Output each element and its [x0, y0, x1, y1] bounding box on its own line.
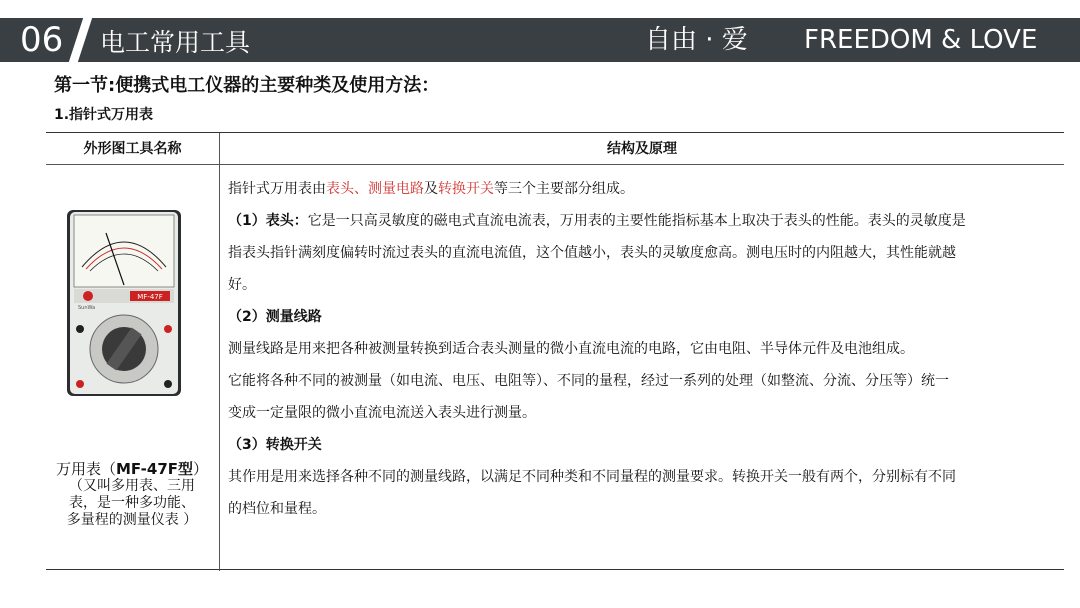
brand-label: SunWa [78, 305, 96, 311]
principle-content [228, 173, 1058, 525]
column-header-principle: 结构及原理 [607, 141, 677, 157]
device-name-suffix: ） [193, 460, 209, 478]
column-divider [219, 133, 220, 571]
multimeter-image [66, 209, 182, 397]
intro-text: 及 [424, 181, 438, 197]
section-title: 第一节:便携式电工仪器的主要种类及使用方法： [54, 75, 440, 96]
table-header-row [46, 133, 1064, 165]
intro-highlight-switch: 转换开关 [438, 181, 494, 197]
meter-head-line: 好。 [228, 277, 256, 293]
meter-head-text: 它是一只高灵敏度的磁电式直流电流表，万用表的主要性能指标基本上取决于表头的性能。表头的灵敏度是 [307, 213, 966, 229]
switch-heading: （3）转换开关 [228, 437, 322, 453]
model-badge: MF-47F [137, 293, 163, 301]
intro-highlight-meter-head: 表头、测量电路 [326, 181, 424, 197]
meter-head-line [228, 205, 1058, 237]
circuit-line: 它能将各种不同的被测量（如电流、电压、电阻等）、不同的量程，经过一系列的处理（如整流、分流、分压等）统一 [228, 373, 949, 389]
switch-line: 其作用是用来选择各种不同的测量线路，以满足不同种类和不同量程的测量要求。转换开关一般有两个，分别标有不同 [228, 469, 956, 485]
circuit-line: 测量线路是用来把各种被测量转换到适合表头测量的微小直流电流的电路，它由电阻、半导体元件及电池组成。 [228, 341, 914, 357]
intro-text: 等三个主要部分组成。 [494, 181, 634, 197]
device-name-prefix: 万用表（ [55, 460, 116, 478]
motto-english: FREEDOM & LOVE [804, 25, 1038, 55]
switch-line: 的档位和量程。 [228, 501, 326, 517]
device-desc-line: 表，是一种多功能、 [69, 495, 195, 511]
chapter-title: 电工常用工具 [100, 28, 251, 57]
meter-head-line: 指表头指针满刻度偏转时流过表头的直流电流值，这个值越小，表头的灵敏度愈高。测电压时的内阻越大，其性能就越 [228, 245, 956, 261]
device-caption [52, 461, 212, 529]
tool-table [46, 132, 1064, 570]
device-desc-line: 多量程的测量仪表 ） [66, 512, 198, 528]
device-model: MF-47F型 [115, 460, 194, 478]
device-name [52, 461, 212, 478]
circuit-line: 变成一定量限的微小直流电流送入表头进行测量。 [228, 405, 536, 421]
device-desc-line: （又叫多用表、三用 [69, 478, 195, 494]
circuit-heading: （2）测量线路 [228, 309, 322, 325]
subsection-title: 1.指针式万用表 [54, 107, 154, 123]
intro-paragraph [228, 173, 1058, 205]
header-bar [0, 18, 1080, 62]
header-slash-divider [67, 12, 94, 68]
motto-chinese: 自由 · 爱 [645, 25, 748, 55]
meter-head-heading: （1）表头： [228, 213, 308, 229]
column-header-tool: 外形图工具名称 [83, 141, 182, 157]
chapter-number: 06 [20, 20, 64, 60]
intro-text: 指针式万用表由 [228, 181, 326, 197]
